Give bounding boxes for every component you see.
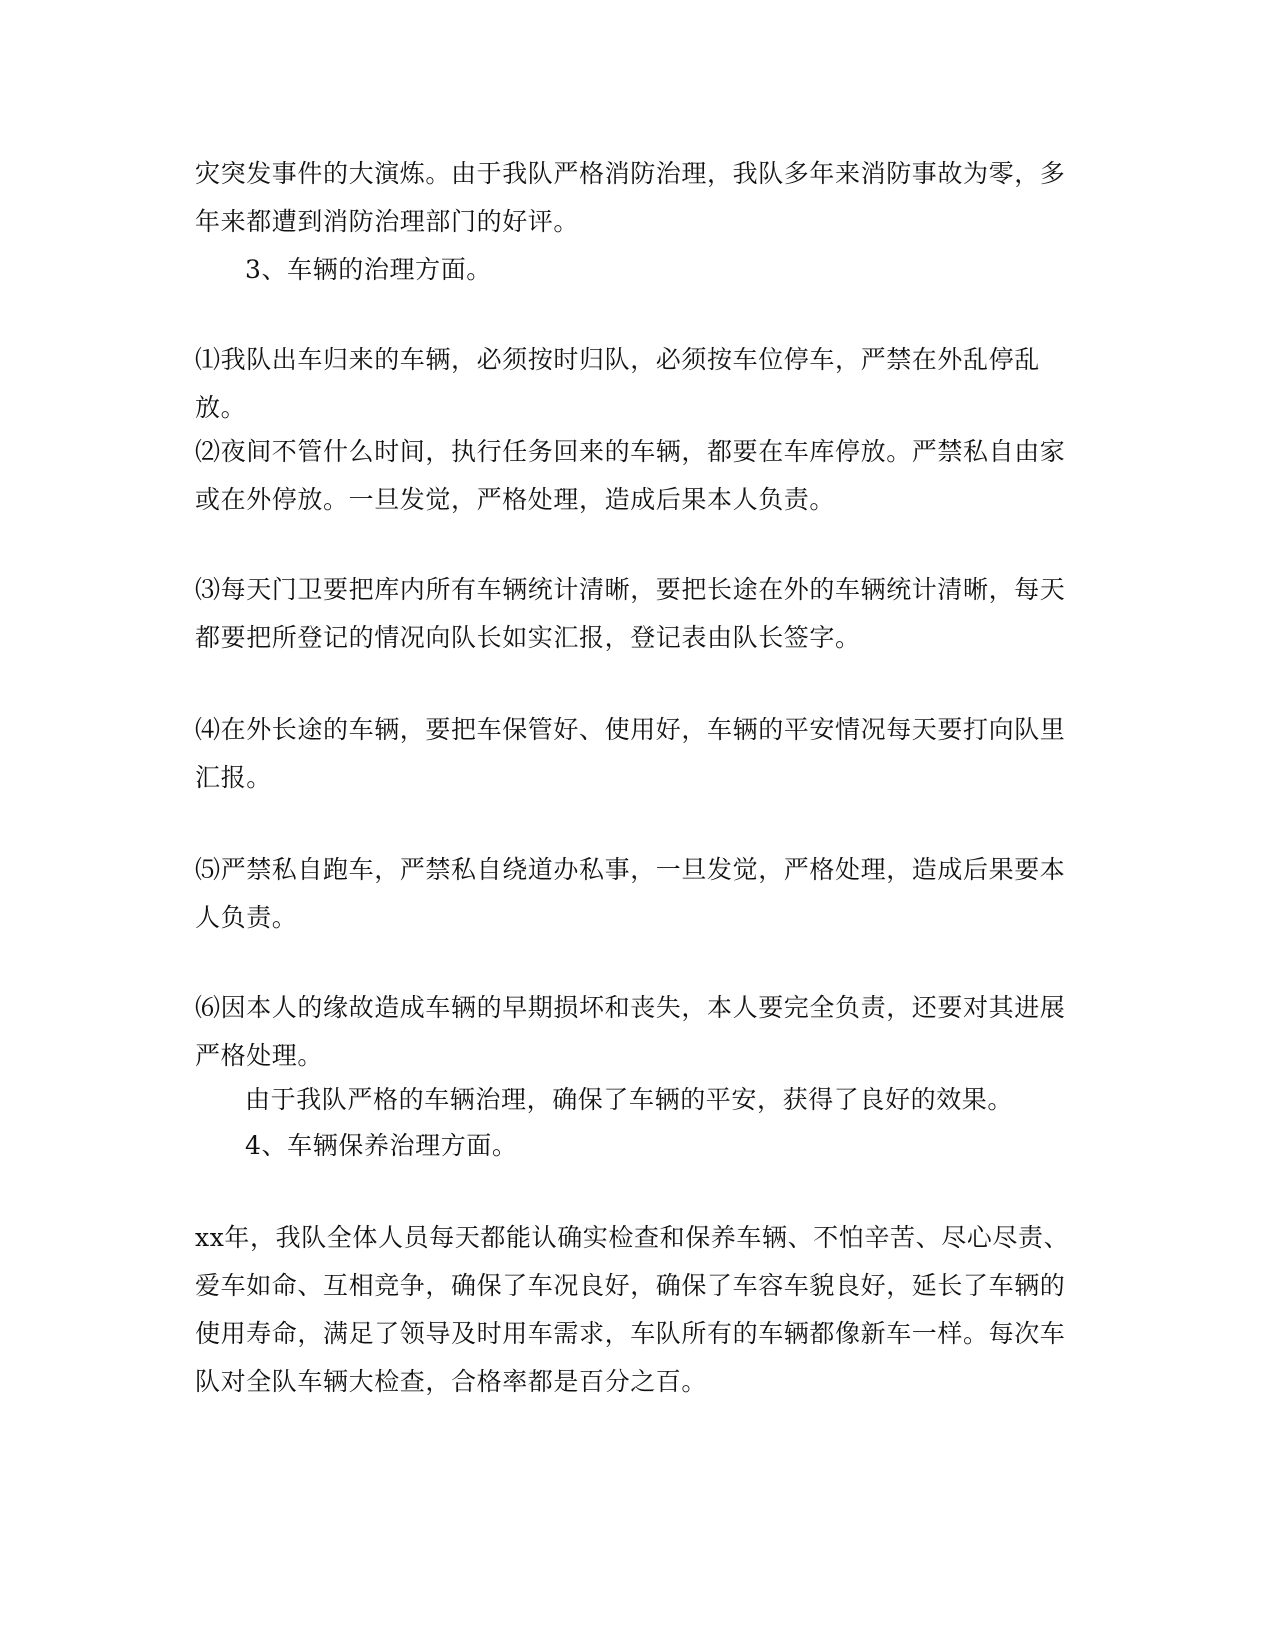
heading-vehicle-management: 3、车辆的治理方面。 bbox=[245, 255, 492, 284]
rule-item-6: ⑹因本人的缘故造成车辆的早期损坏和丧失，本人要完全负责，还要对其进展严格处理。 bbox=[195, 993, 1066, 1070]
rule-item-5: ⑸严禁私自跑车，严禁私自绕道办私事，一旦发觉，严格处理，造成后果要本人负责。 bbox=[195, 855, 1066, 932]
rule-item-3: ⑶每天门卫要把库内所有车辆统计清晰，要把长途在外的车辆统计清晰，每天都要把所登记的情况向队长如实汇报，登记表由队长签字。 bbox=[195, 575, 1066, 652]
rule-item-1: ⑴我队出车归来的车辆，必须按时归队，必须按车位停车，严禁在外乱停乱放。 bbox=[195, 345, 1040, 422]
paragraph-vehicle-result: 由于我队严格的车辆治理，确保了车辆的平安，获得了良好的效果。 bbox=[245, 1085, 1014, 1114]
paragraph-fire-safety-summary: 灾突发事件的大演炼。由于我队严格消防治理，我队多年来消防事故为零，多年来都遭到消防治理部门的好评。 bbox=[195, 159, 1066, 236]
heading-vehicle-maintenance: 4、车辆保养治理方面。 bbox=[245, 1131, 518, 1160]
rule-item-4: ⑷在外长途的车辆，要把车保管好、使用好，车辆的平安情况每天要打向队里汇报。 bbox=[195, 715, 1066, 792]
paragraph-maintenance-summary: xx年，我队全体人员每天都能认确实检查和保养车辆、不怕辛苦、尽心尽责、爱车如命、互相竞争，确保了车况良好，确保了车容车貌良好，延长了车辆的使用寿命，满足了领导及时用车需求，车队所有的车辆都像新车一样。每次车队对全队车辆大检查，合格率都是百分之百。 bbox=[195, 1223, 1070, 1396]
rule-item-2: ⑵夜间不管什么时间，执行任务回来的车辆，都要在车库停放。严禁私自由家或在外停放。一旦发觉，严格处理，造成后果本人负责。 bbox=[195, 437, 1066, 514]
